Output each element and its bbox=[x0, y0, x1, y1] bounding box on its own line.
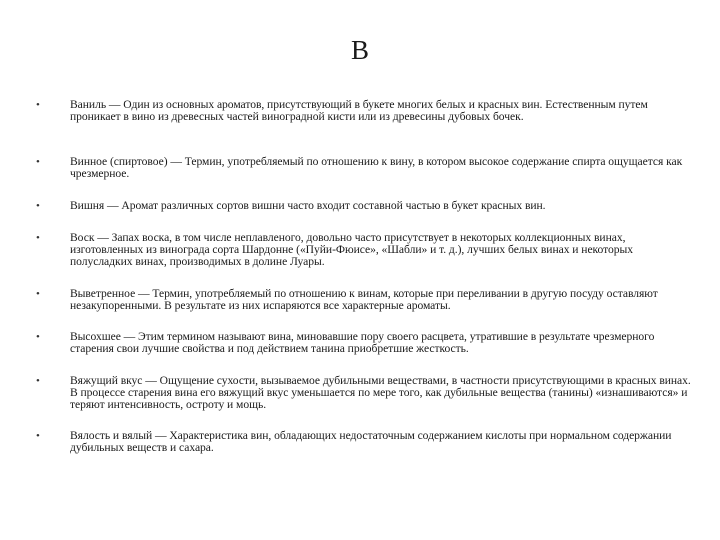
bullet-icon: • bbox=[36, 430, 40, 442]
bullet-icon: • bbox=[36, 200, 40, 212]
bullet-icon: • bbox=[36, 288, 40, 300]
slide-title: В bbox=[350, 35, 369, 65]
bullet-icon: • bbox=[36, 375, 40, 387]
entry-text: Ваниль — Один из основных ароматов, присутствующий в букете многих белых и красных вин. Естественным путем проникает в вино из древесных частей виноградной кисти или из древесины дубовых бочек. bbox=[70, 98, 648, 124]
entry-text: Воск — Запах воска, в том числе неплавленого, довольно часто присутствует в некоторых коллекционных винах, изготовленных из винограда сорта Шардонне («Пуйи-Фюисе», «Шабли» и т. д.), лучших белых винах и некоторых полусладких винах, производимых в долине Луары. bbox=[70, 231, 633, 269]
entry-text: Вяжущий вкус — Ощущение сухости, вызываемое дубильными веществами, в частности присутствующими в красных винах. В процессе старения вина его вяжущий вкус уменьшается по мере того, как дубильные вещества (танины) «изнашиваются» и теряют интенсивность, остроту и мощь. bbox=[70, 374, 691, 412]
entry-text: Вишня — Аромат различных сортов вишни часто входит составной частью в букет красных вин. bbox=[70, 199, 546, 212]
entry-text: Вялость и вялый — Характеристика вин, обладающих недостаточным содержанием кислоты при нормальном содержании дубильных веществ и сахара. bbox=[70, 429, 672, 455]
bullet-icon: • bbox=[36, 156, 40, 168]
bullet-icon: • bbox=[36, 331, 40, 343]
bullet-icon: • bbox=[36, 99, 40, 111]
bullet-icon: • bbox=[36, 232, 40, 244]
entry-text: Винное (спиртовое) — Термин, употребляемый по отношению к вину, в котором высокое содержание спирта ощущается как чрезмерное. bbox=[70, 155, 683, 181]
entry-text: Выветренное — Термин, употребляемый по отношению к винам, которые при переливании в другую посуду оставляют незакупоренными. В результате из них испаряются все характерные ароматы. bbox=[70, 287, 658, 313]
entry-text: Высохшее — Этим термином называют вина, миновавшие пору своего расцвета, утратившие в результате чрезмерного старения свои лучшие свойства и под действием танина приобретшие жесткость. bbox=[70, 330, 655, 356]
